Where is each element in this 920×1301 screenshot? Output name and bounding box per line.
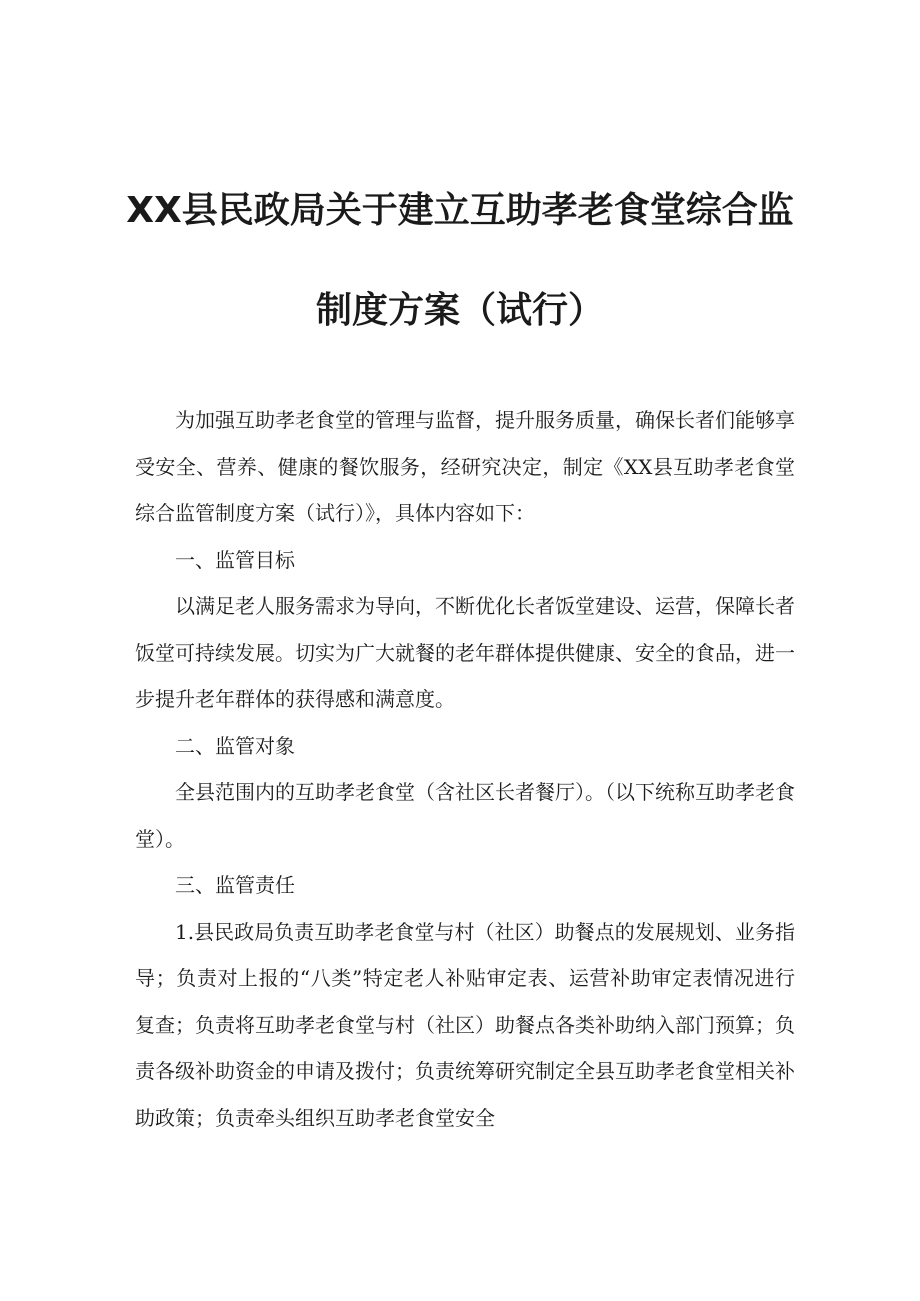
intro-paragraph: 为加强互助孝老食堂的管理与监督，提升服务质量，确保长者们能够享受安全、营养、健康的餐饮服务，经研究决定，制定《XX县互助孝老食堂综合监管制度方案（试行）》，具体内容如下： [135,408,795,525]
section2-heading: 二、监管对象 [175,733,295,758]
section2-paragraph: 全县范围内的互助孝老食堂（含社区长者餐厅）。（以下统称互助孝老食堂）。 [135,780,795,851]
section3-heading: 三、监管责任 [175,873,295,897]
section1-heading: 一、监管目标 [175,547,295,572]
document-body [135,397,795,1141]
section3-item1-paragraph: 1.县民政局负责互助孝老食堂与村（社区）助餐点的发展规划、业务指导；负责对上报的“八类”特定老人补贴审定表、运营补助审定表情况进行复查；负责将互助孝老食堂与村（社区）助餐点各类补助纳入部门预算；负责各级补助资金的申请及拨付；负责统筹研究制定全县互助孝老食堂相关补助政策；负责牵头组织互助孝老食堂安全 [135,919,795,1130]
document-title-line2: 制度方案（试行） [315,290,604,331]
section1-paragraph: 以满足老人服务需求为导向，不断优化长者饭堂建设、运营，保障长者饭堂可持续发展。切实为广大就餐的老年群体提供健康、安全的食品，进一步提升老年群体的获得感和满意度。 [135,594,795,711]
document-title-line1: XX县民政局关于建立互助孝老食堂综合监 [126,190,794,231]
